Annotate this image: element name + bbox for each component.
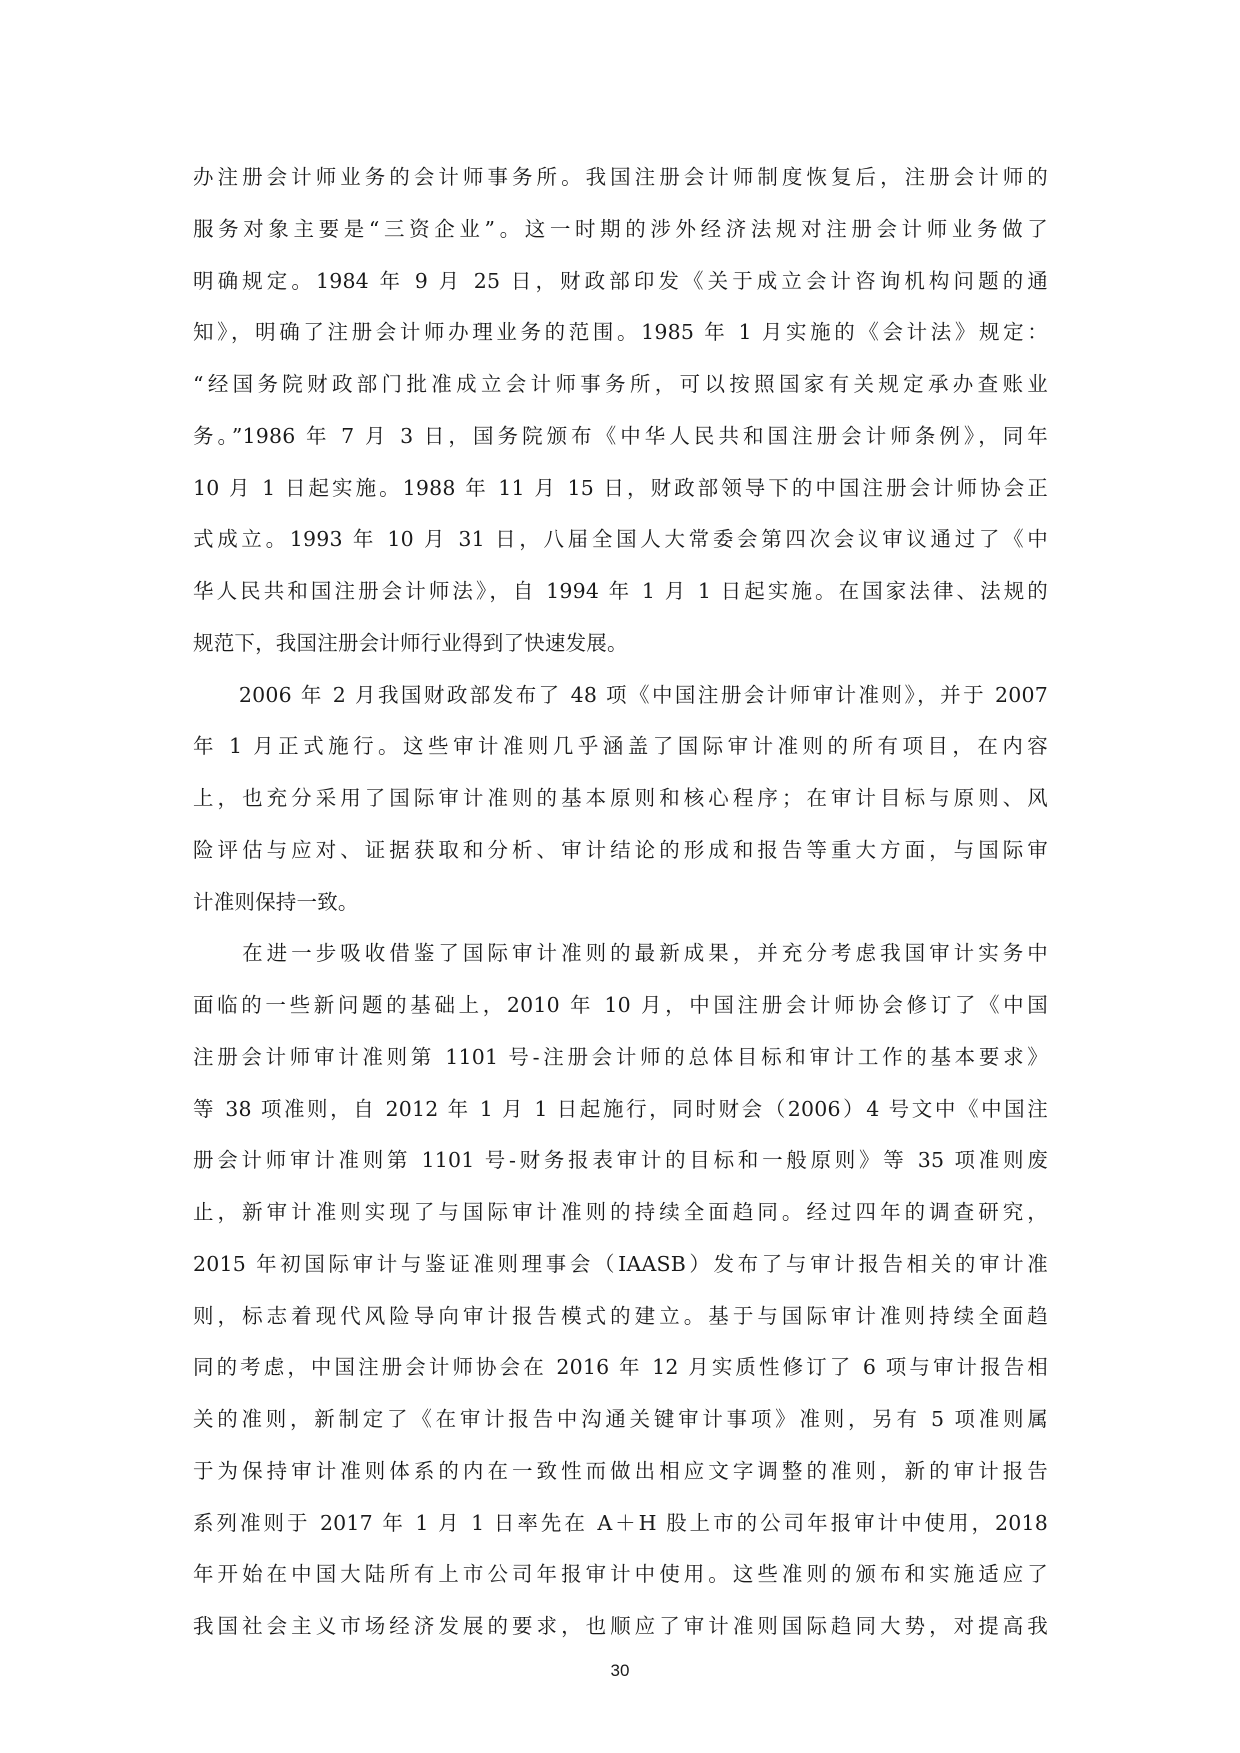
text-line: 险评估与应对、证据获取和分析、审计结论的形成和报告等重大方面，与国际审 <box>193 837 1048 862</box>
text-line: 知》，明确了注册会计师办理业务的范围。1985 年 1 月实施的《会计法》规定： <box>193 320 1048 345</box>
text-line: 年开始在中国大陆所有上市公司年报审计中使用。这些准则的颁布和实施适应了 <box>193 1562 1048 1587</box>
text-line: 规范下，我国注册会计师行业得到了快速发展。 <box>193 630 628 655</box>
text-line: 上，也充分采用了国际审计准则的基本原则和核心程序；在审计目标与原则、风 <box>193 786 1048 810</box>
text-line: 2006 年 2 月我国财政部发布了 48 项《中国注册会计师审计准则》，并于 2007 <box>193 682 1048 707</box>
text-line: 计准则保持一致。 <box>193 889 359 914</box>
paragraph-1 <box>193 152 1048 670</box>
text-line: 10 月 1 日起实施。1988 年 11 月 15 日，财政部领导下的中国注册会计师协会正 <box>193 475 1048 500</box>
text-line: 办注册会计师业务的会计师事务所。我国注册会计师制度恢复后，注册会计师的 <box>193 165 1048 189</box>
text-line: 2015 年初国际审计与鉴证准则理事会（IAASB）发布了与审计报告相关的审计准 <box>193 1251 1048 1276</box>
text-line: 于为保持审计准则体系的内在一致性而做出相应文字调整的准则，新的审计报告 <box>193 1458 1048 1483</box>
body-text <box>193 152 1048 1653</box>
text-line: 则，标志着现代风险导向审计报告模式的建立。基于与国际审计准则持续全面趋 <box>193 1303 1048 1328</box>
text-line: “经国务院财政部门批准成立会计师事务所，可以按照国家有关规定承办查账业 <box>193 372 1048 396</box>
text-line: 关的准则，新制定了《在审计报告中沟通关键审计事项》准则，另有 5 项准则属 <box>193 1407 1048 1431</box>
text-line: 面临的一些新问题的基础上，2010 年 10 月，中国注册会计师协会修订了《中国 <box>193 993 1048 1017</box>
text-line: 式成立。1993 年 10 月 31 日，八届全国人大常委会第四次会议审议通过了《中 <box>193 527 1048 552</box>
text-line: 在进一步吸收借鉴了国际审计准则的最新成果，并充分考虑我国审计实务中 <box>193 941 1048 966</box>
paragraph-2 <box>193 670 1048 929</box>
text-line: 服务对象主要是“三资企业”。这一时期的涉外经济法规对注册会计师业务做了 <box>193 216 1048 241</box>
text-line: 明确规定。1984 年 9 月 25 日，财政部印发《关于成立会计咨询机构问题的通 <box>193 268 1048 293</box>
text-line: 务。”1986 年 7 月 3 日，国务院颁布《中华人民共和国注册会计师条例》，同年 <box>193 423 1048 448</box>
text-line: 同的考虑，中国注册会计师协会在 2016 年 12 月实质性修订了 6 项与审计报告相 <box>193 1355 1048 1380</box>
text-line: 华人民共和国注册会计师法》，自 1994 年 1 月 1 日起实施。在国家法律、法规的 <box>193 579 1048 603</box>
page-number: 30 <box>610 1661 630 1680</box>
text-line: 册会计师审计准则第 1101 号-财务报表审计的目标和一般原则》等 35 项准则废 <box>193 1148 1048 1173</box>
text-line: 等 38 项准则，自 2012 年 1 月 1 日起施行，同时财会（2006）4 号文中《中国注 <box>193 1096 1048 1121</box>
paragraph-3 <box>193 928 1048 1653</box>
text-line: 注册会计师审计准则第 1101 号-注册会计师的总体目标和审计工作的基本要求》 <box>193 1044 1048 1069</box>
text-line: 止，新审计准则实现了与国际审计准则的持续全面趋同。经过四年的调查研究， <box>193 1200 1048 1224</box>
text-line: 我国社会主义市场经济发展的要求，也顺应了审计准则国际趋同大势，对提高我 <box>193 1614 1048 1638</box>
text-line: 年 1 月正式施行。这些审计准则几乎涵盖了国际审计准则的所有项目，在内容 <box>193 734 1048 759</box>
text-line: 系列准则于 2017 年 1 月 1 日率先在 A＋H 股上市的公司年报审计中使用，2018 <box>193 1510 1048 1535</box>
